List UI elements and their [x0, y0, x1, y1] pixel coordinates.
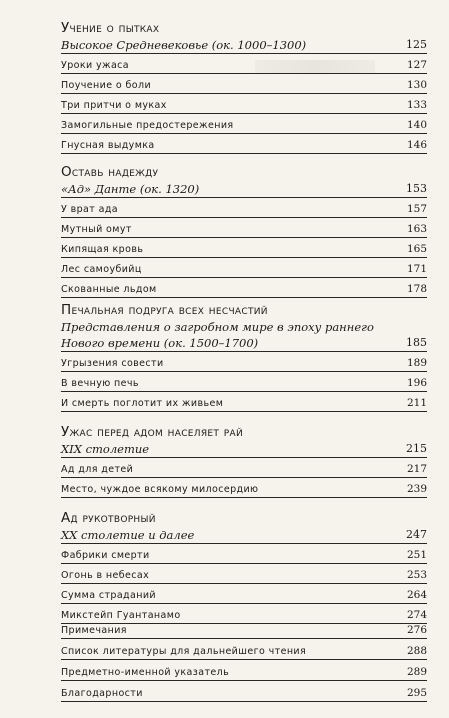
- appendix-entry[interactable]: [61, 618, 427, 639]
- section-title: Оставь надежду: [61, 164, 159, 180]
- toc-appendix: [61, 618, 427, 702]
- toc-entry[interactable]: [61, 134, 427, 154]
- entry-label: В вечную печь: [61, 378, 139, 389]
- entry-label: Три притчи о муках: [61, 100, 167, 111]
- appendix-entry[interactable]: [61, 660, 427, 681]
- subtitle-text: «Ад» Данте (ок. 1320): [61, 182, 200, 196]
- entry-label: Лес самоубийц: [61, 264, 142, 275]
- entry-label: Сумма страданий: [61, 590, 156, 601]
- toc-section-5: [61, 510, 427, 624]
- entry-page: 251: [406, 549, 427, 561]
- section-title: Учение о пытках: [61, 20, 160, 36]
- entry-page: 133: [406, 99, 427, 111]
- entry-label: Огонь в небесах: [61, 570, 150, 581]
- entry-page: 157: [406, 203, 427, 215]
- entry-label: Уроки ужаса: [61, 60, 130, 71]
- section-subtitle[interactable]: [61, 181, 427, 198]
- toc-entry[interactable]: [61, 94, 427, 114]
- toc-entry[interactable]: [61, 54, 427, 74]
- toc-entry[interactable]: [61, 458, 427, 478]
- entry-page: 264: [406, 589, 427, 601]
- entry-page: 127: [406, 59, 427, 71]
- entry-label: Гнусная выдумка: [61, 140, 155, 151]
- entry-label: И смерть поглотит их живьем: [61, 398, 224, 409]
- entry-label: Фабрики смерти: [61, 550, 150, 561]
- subtitle-text: XX столетие и далее: [61, 528, 195, 542]
- entry-page: 140: [406, 119, 427, 131]
- toc-entry[interactable]: [61, 218, 427, 238]
- entry-page: 163: [406, 223, 427, 235]
- entry-label: Примечания: [61, 625, 127, 636]
- toc-entry[interactable]: [61, 372, 427, 392]
- section-subtitle[interactable]: [61, 441, 427, 458]
- section-subtitle[interactable]: [61, 37, 427, 54]
- toc-entry[interactable]: [61, 278, 427, 298]
- toc-section-1: [61, 20, 427, 154]
- entry-page: 211: [406, 397, 427, 409]
- entry-page: 274: [406, 609, 427, 621]
- subtitle-page: 247: [406, 528, 427, 541]
- subtitle-text: Высокое Средневековье (ок. 1000–1300): [61, 38, 307, 52]
- entry-label: Кипящая кровь: [61, 244, 144, 255]
- subtitle-text-line-1: Представления о загробном мире в эпоху раннего: [61, 320, 374, 334]
- entry-label: Предметно-именной указатель: [61, 667, 230, 678]
- entry-page: 178: [406, 283, 427, 295]
- entry-label: Список литературы для дальнейшего чтения: [61, 646, 307, 657]
- toc-section-2: [61, 164, 427, 298]
- entry-label: Микстейп Гуантанамо: [61, 610, 181, 621]
- toc-entry[interactable]: [61, 238, 427, 258]
- subtitle-text: XIX столетие: [61, 442, 150, 456]
- entry-page: 146: [406, 139, 427, 151]
- toc-entry[interactable]: [61, 544, 427, 564]
- appendix-entry[interactable]: [61, 639, 427, 660]
- subtitle-page: 153: [406, 182, 427, 195]
- section-title: Печальная подруга всех несчастий: [61, 302, 268, 318]
- entry-page: 165: [406, 243, 427, 255]
- entry-label: Угрызения совести: [61, 358, 164, 369]
- section-subtitle[interactable]: [61, 319, 427, 352]
- toc-entry[interactable]: [61, 392, 427, 412]
- toc-entry[interactable]: [61, 114, 427, 134]
- entry-page: 189: [406, 357, 427, 369]
- entry-page: 253: [406, 569, 427, 581]
- entry-label: Благодарности: [61, 688, 143, 699]
- toc-entry[interactable]: [61, 478, 427, 498]
- subtitle-text-line-2: Нового времени (ок. 1500–1700): [61, 336, 259, 350]
- subtitle-page: 215: [406, 442, 427, 455]
- section-subtitle[interactable]: [61, 527, 427, 544]
- entry-label: Место, чуждое всякому милосердию: [61, 484, 259, 495]
- toc-entry[interactable]: [61, 74, 427, 94]
- entry-page: 130: [406, 79, 427, 91]
- appendix-entry[interactable]: [61, 681, 427, 702]
- entry-page: 288: [406, 645, 427, 657]
- section-title: Ад рукотворный: [61, 510, 156, 526]
- entry-page: 196: [406, 377, 427, 389]
- subtitle-page: 125: [406, 38, 427, 51]
- toc-entry[interactable]: [61, 198, 427, 218]
- toc-entry[interactable]: [61, 564, 427, 584]
- toc-entry[interactable]: [61, 258, 427, 278]
- entry-page: 171: [406, 263, 427, 275]
- section-title: Ужас перед адом населяет рай: [61, 424, 243, 440]
- toc-section-4: [61, 424, 427, 498]
- entry-page: 239: [406, 483, 427, 495]
- subtitle-page: 185: [406, 336, 427, 349]
- entry-label: Замогильные предостережения: [61, 120, 234, 131]
- entry-label: Ад для детей: [61, 464, 134, 475]
- toc-section-3: [61, 302, 427, 412]
- entry-label: Скованные льдом: [61, 284, 157, 295]
- entry-label: Поучение о боли: [61, 80, 152, 91]
- entry-page: 295: [406, 687, 427, 699]
- entry-page: 289: [406, 666, 427, 678]
- entry-page: 217: [406, 463, 427, 475]
- entry-label: Мутный омут: [61, 224, 132, 235]
- toc-entry[interactable]: [61, 584, 427, 604]
- toc-entry[interactable]: [61, 352, 427, 372]
- entry-label: У врат ада: [61, 204, 119, 215]
- entry-page: 276: [406, 624, 427, 636]
